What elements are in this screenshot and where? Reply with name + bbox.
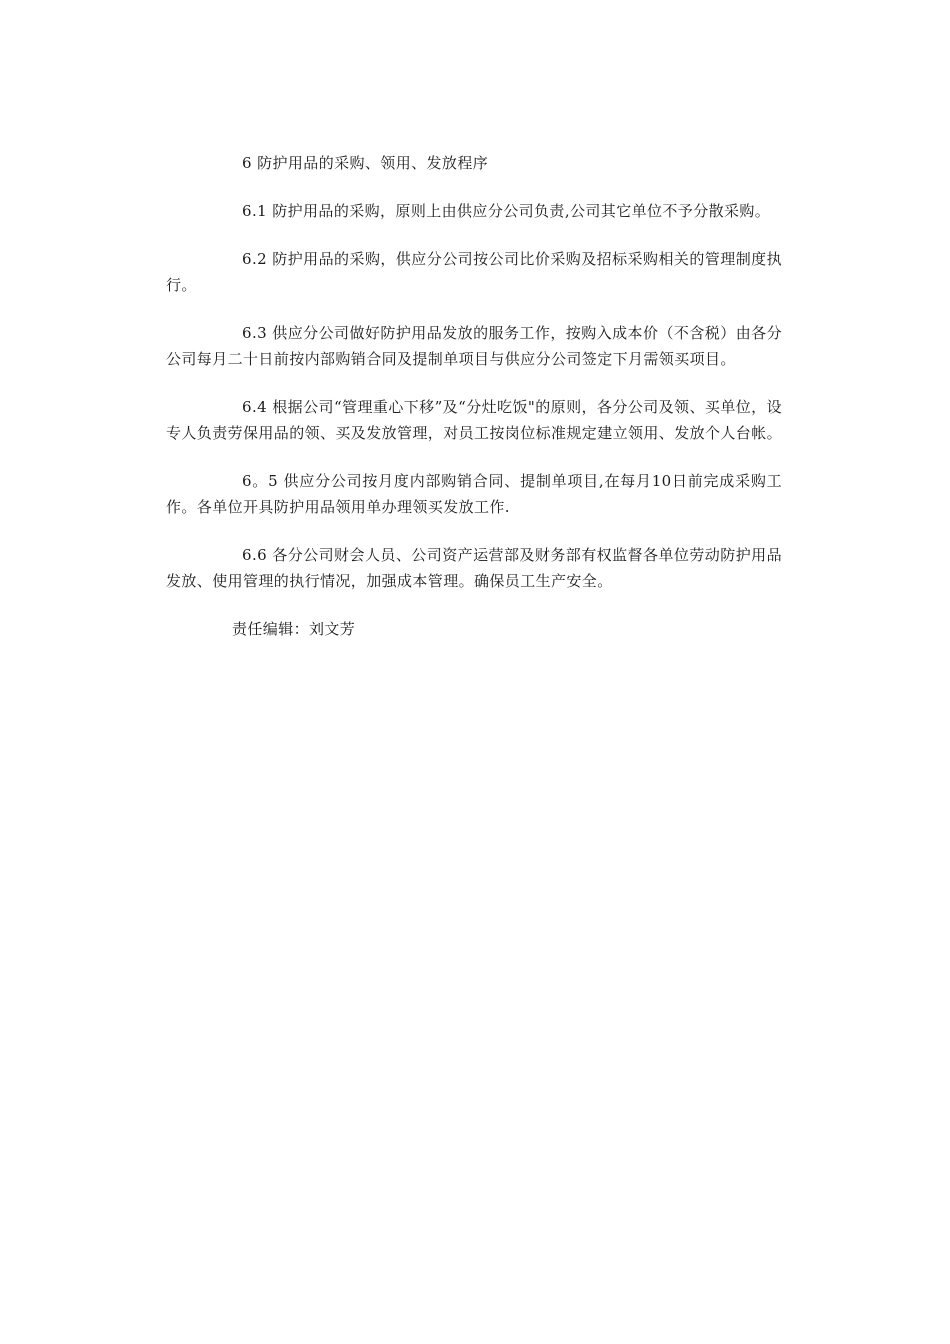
paragraph-6-4: 6.4 根据公司“管理重心下移”及“分灶吃饭"的原则，各分公司及领、买单位，设专人负责劳保用品的领、买及发放管理，对员工按岗位标准规定建立领用、发放个人台帐。 xyxy=(166,398,783,442)
paragraph-6-6: 6.6 各分公司财会人员、公司资产运营部及财务部有权监督各单位劳动防护用品发放、使用管理的执行情况，加强成本管理。确保员工生产安全。 xyxy=(166,546,782,590)
paragraph-6-2: 6.2 防护用品的采购，供应分公司按公司比价采购及招标采购相关的管理制度执行。 xyxy=(166,250,782,294)
section-heading: 6 防护用品的采购、领用、发放程序 xyxy=(242,154,489,172)
paragraph-6-3: 6.3 供应分公司做好防护用品发放的服务工作，按购入成本价（不含税）由各分公司每月二十日前按内部购销合同及提制单项目与供应分公司签定下月需领买项目。 xyxy=(166,324,782,368)
editor-credit: 责任编辑：刘文芳 xyxy=(232,620,356,638)
paragraph-6-5: 6。5 供应分公司按月度内部购销合同、提制单项目,在每月10日前完成采购工作。各单位开具防护用品领用单办理领买发放工作. xyxy=(166,472,782,516)
document-body xyxy=(166,150,782,642)
paragraph-6-1: 6.1 防护用品的采购，原则上由供应分公司负责,公司其它单位不予分散采购。 xyxy=(242,202,771,220)
